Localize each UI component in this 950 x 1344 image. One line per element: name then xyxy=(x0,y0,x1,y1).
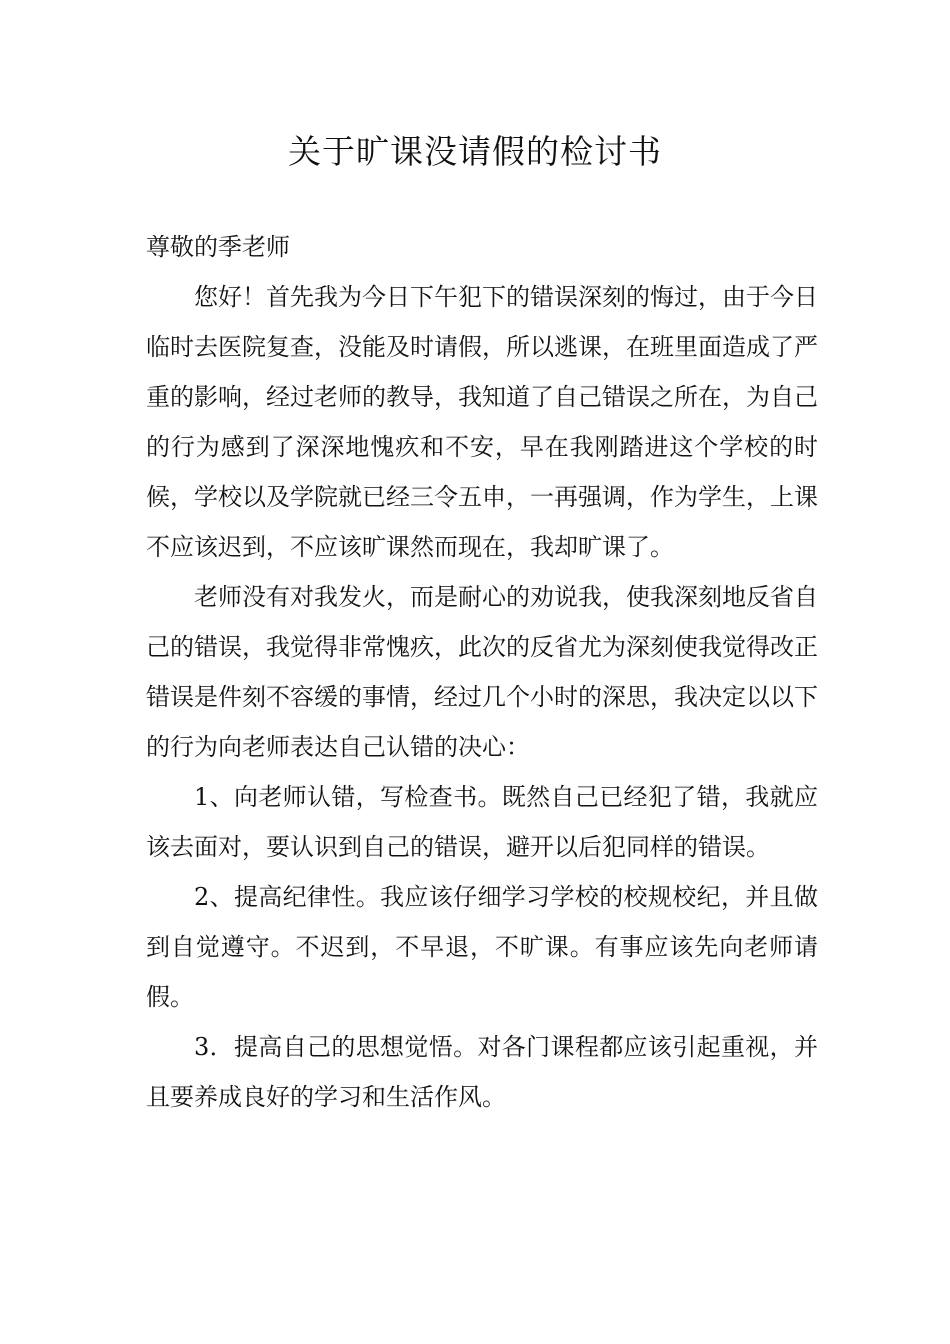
paragraph-2: 老师没有对我发火，而是耐心的劝说我，使我深刻地反省自己的错误，我觉得非常愧疚，此次的反省尤为深刻使我觉得改正错误是件刻不容缓的事情，经过几个小时的深思，我决定以以下的行为向老师表达自己认错的决心： xyxy=(146,583,818,761)
paragraph-3: 1、向老师认错，写检查书。既然自己已经犯了错，我就应该去面对，要认识到自己的错误，避开以后犯同样的错误。 xyxy=(146,783,818,861)
paragraph-1: 您好！首先我为今日下午犯下的错误深刻的悔过，由于今日临时去医院复查，没能及时请假，所以逃课，在班里面造成了严重的影响，经过老师的教导，我知道了自己错误之所在，为自己的行为感到了深深地愧疚和不安，早在我刚踏进这个学校的时候，学校以及学院就已经三令五申，一再强调，作为学生，上课不应该迟到，不应该旷课然而现在，我却旷课了。 xyxy=(146,283,818,561)
paragraph-5: 3．提高自己的思想觉悟。对各门课程都应该引起重视，并且要养成良好的学习和生活作风。 xyxy=(146,1033,818,1111)
salutation: 尊敬的季老师 xyxy=(146,233,290,261)
document-body xyxy=(146,222,818,1122)
paragraph-4: 2、提高纪律性。我应该仔细学习学校的校规校纪，并且做到自觉遵守。不迟到，不早退，不旷课。有事应该先向老师请假。 xyxy=(146,883,818,1011)
document-title: 关于旷课没请假的检讨书 xyxy=(288,132,662,171)
